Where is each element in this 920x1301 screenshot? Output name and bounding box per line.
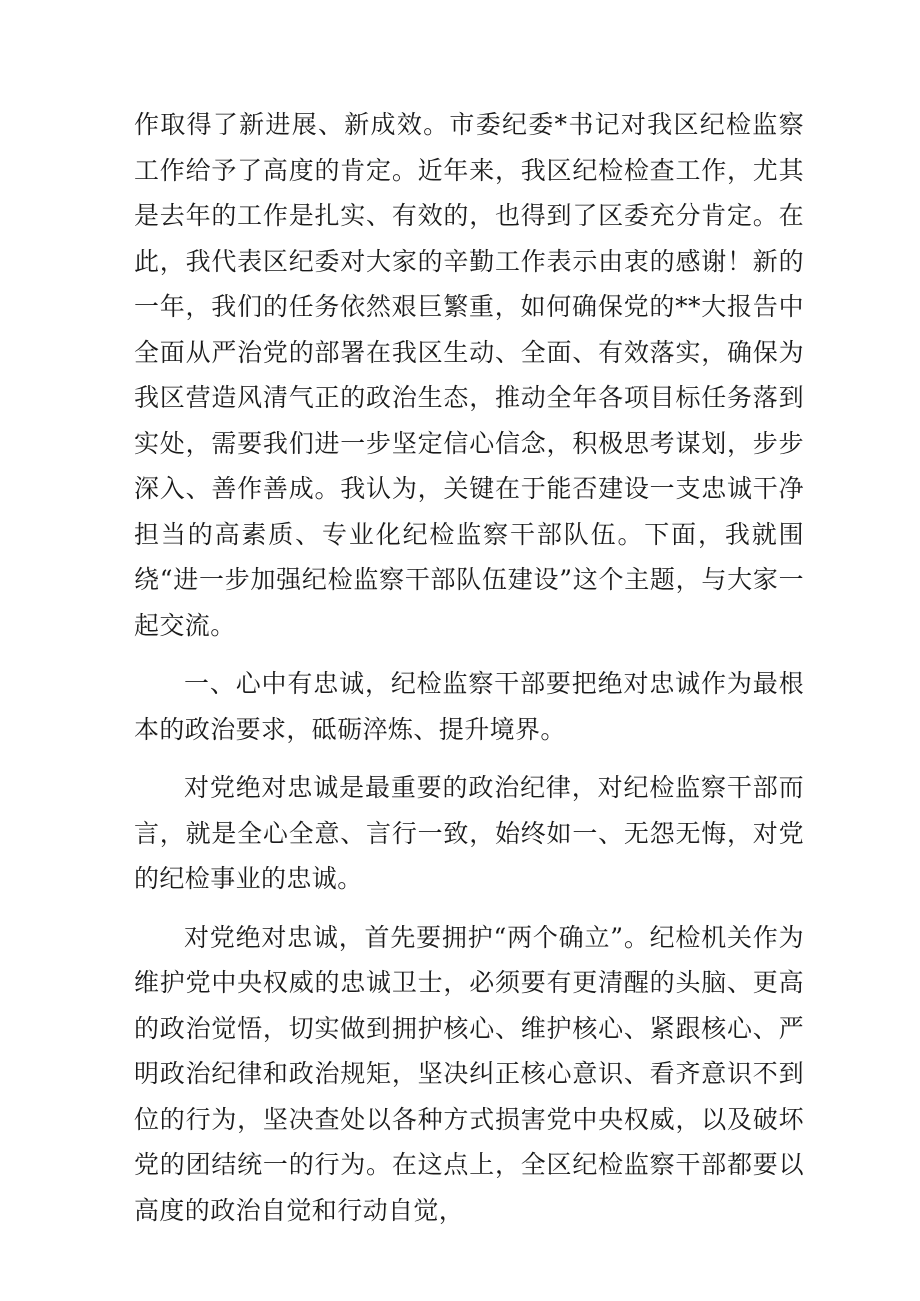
section-heading-one: 一、心中有忠诚，纪检监察干部要把绝对忠诚作为最根本的政治要求，砥砺淬炼、提升境界。 [134, 669, 804, 744]
document-body [134, 102, 804, 1246]
paragraph-continuation: 作取得了新进展、新成效。市委纪委*书记对我区纪检监察工作给予了高度的肯定。近年来，我区纪检检查工作，尤其是去年的工作是扎实、有效的，也得到了区委充分肯定。在此，我代表区纪委对大家的辛勤工作表示由衷的感谢！新的一年，我们的任务依然艰巨繁重，如何确保党的**大报告中全面从严治党的部署在我区生动、全面、有效落实，确保为我区营造风清气正的政治生态，推动全年各项目标任务落到实处，需要我们进一步坚定信心信念，积极思考谋划，步步深入、善作善成。我认为，关键在于能否建设一支忠诚干净担当的高素质、专业化纪检监察干部队伍。下面，我就围绕“进一步加强纪检监察干部队伍建设”这个主题，与大家一起交流。 [134, 110, 804, 640]
paragraph-two-establishments: 对党绝对忠诚，首先要拥护“两个确立”。纪检机关作为维护党中央权威的忠诚卫士，必须要有更清醒的头脑、更高的政治觉悟，切实做到拥护核心、维护核心、紧跟核心、严明政治纪律和政治规矩，坚决纠正核心意识、看齐意识不到位的行为，坚决查处以各种方式损害党中央权威，以及破坏党的团结统一的行为。在这点上，全区纪检监察干部都要以高度的政治自觉和行动自觉， [134, 922, 804, 1225]
paragraph-loyalty-definition: 对党绝对忠诚是最重要的政治纪律，对纪检监察干部而言，就是全心全意、言行一致，始终如一、无怨无悔，对党的纪检事业的忠诚。 [134, 773, 804, 893]
